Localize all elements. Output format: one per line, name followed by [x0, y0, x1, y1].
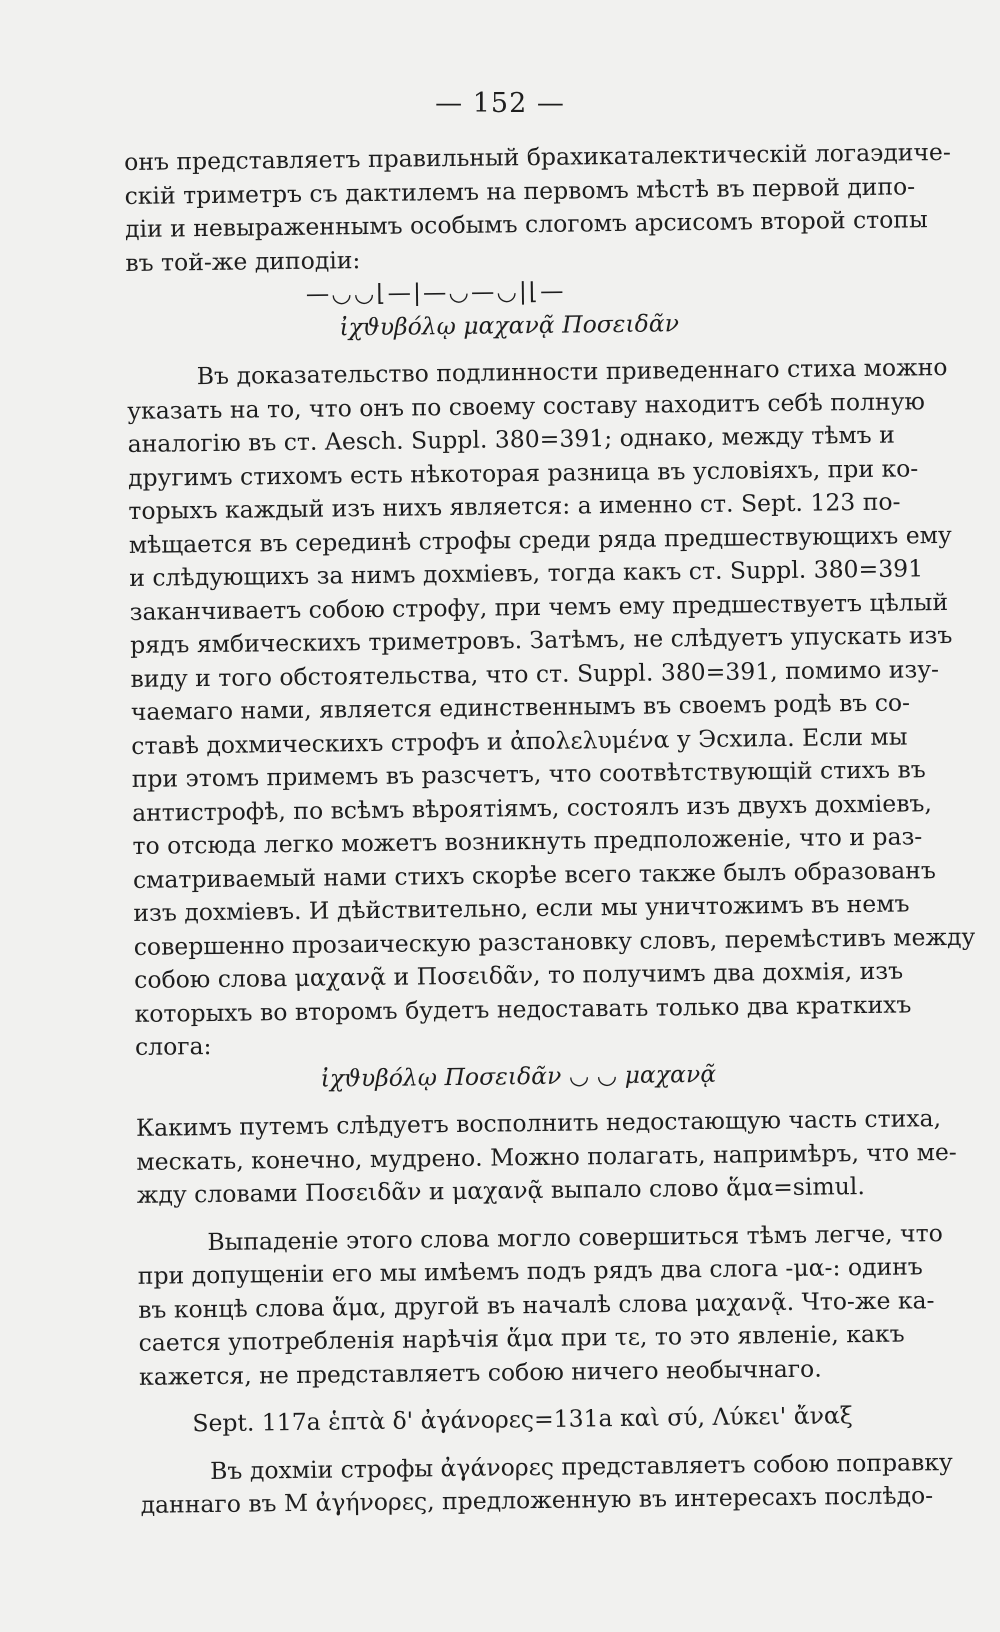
- text-line: рядъ ямбическихъ триметровъ. Затѣмъ, не слѣдуетъ упускать изъ: [129, 620, 953, 659]
- text-line: скій триметръ съ дактилемъ на первомъ мѣстѣ въ первой дипо-: [124, 171, 916, 210]
- text-line: совершенно прозаическую разстановку словъ, перемѣстивъ между: [133, 922, 976, 961]
- text-line: даннаго въ M ἀγήνορες, предложенную въ интересахъ послѣдо-: [140, 1481, 934, 1519]
- text-line: сается употребленія нарѣчія ἅμα при τε, то это явленіе, какъ: [138, 1319, 905, 1357]
- text-line: торыхъ каждый изъ нихъ является: а именно ст. Sept. 123 по-: [128, 487, 901, 525]
- text-line: мѣщается въ серединѣ строфы среди ряда предшествующихъ ему: [128, 520, 952, 559]
- text-line: Въ доказательство подлинности приведеннаго стиха можно: [196, 352, 948, 391]
- text-line: Въ дохміи строфы ἀγάνορες представляетъ собою поправку: [210, 1447, 953, 1485]
- text-line: въ концѣ слова ἅμα, другой въ началѣ слова μαχανᾷ. Что-же ка-: [138, 1285, 935, 1324]
- text-line: антистрофѣ, по всѣмъ вѣроятіямъ, состоялъ изъ двухъ дохміевъ,: [131, 788, 933, 827]
- text-line: въ той-же диподіи:: [125, 245, 361, 277]
- text-line: Выпаденіе этого слова могло совершиться тѣмъ легче, что: [207, 1218, 943, 1256]
- text-line: діи и невыраженнымъ особымъ слогомъ арсисомъ второй стопы: [124, 205, 928, 243]
- page-number: — 152 —: [435, 88, 565, 119]
- text-line: которыхъ во второмъ будетъ недоставать только два краткихъ: [134, 989, 912, 1028]
- metrical-scheme: —◡◡⌊—|—◡—◡|⌊—: [305, 276, 566, 308]
- text-line: указать на то, что онъ по своему составу находитъ себѣ полную: [127, 386, 926, 425]
- text-line: слога:: [134, 1031, 212, 1061]
- text-line: сматриваемый нами стихъ скорѣе всего также былъ образованъ: [132, 855, 936, 894]
- greek-verse: ἰχϑυβόλῳ μαχανᾷ Ποσειδᾶν: [339, 308, 680, 341]
- text-line: при этомъ примемъ въ разсчетъ, что соотвѣтствующій стихъ въ: [131, 755, 926, 793]
- text-line: жду словами Ποσειδᾶν и μαχανᾷ выпало слово ἅμα=simul.: [136, 1172, 865, 1209]
- text-line: аналогію въ ст. Aesch. Suppl. 380=391; однако, между тѣмъ и: [127, 420, 895, 458]
- text-line: собою слова μαχανᾷ и Ποσειδᾶν, то получимъ два дохмія, изъ: [134, 956, 904, 994]
- text-line: то отсюда легко можетъ возникнуть предположеніе, что и раз-: [132, 822, 923, 860]
- text-line: при допущеніи его мы имѣемъ подъ рядъ два слога -μα-: одинъ: [137, 1252, 923, 1290]
- greek-verse: ἰχϑυβόλῳ Ποσειδᾶν ◡ ◡ μαχανᾷ: [320, 1059, 717, 1093]
- text-line: Какимъ путемъ слѣдуетъ восполнить недостающую часть стиха,: [135, 1104, 942, 1142]
- main-text: [124, 137, 976, 1523]
- text-line: чаемаго нами, является единственнымъ въ своемъ родѣ въ со-: [130, 688, 911, 726]
- text-line: мескать, конечно, мудрено. Можно полагать, напримѣръ, что ме-: [136, 1137, 957, 1176]
- text-line: кажется, не представляетъ собою ничего необычнаго.: [138, 1354, 822, 1391]
- text-line: онъ представляетъ правильный брахикаталектическій логаэдиче-: [124, 137, 951, 176]
- text-line: изъ дохміевъ. И дѣйствительно, если мы уничтожимъ въ немъ: [133, 889, 910, 927]
- text-line: ставѣ дохмическихъ строфъ и ἀπολελυμένα у Эсхила. Если мы: [131, 721, 908, 760]
- verse-reference: Sept. 117a ἑπτὰ δ' ἀγάνορες=131a καὶ σύ, Λύκει' ἄναξ: [192, 1401, 853, 1438]
- text-line: заканчиваетъ собою строфу, при чемъ ему предшествуетъ цѣлый: [129, 587, 949, 626]
- text-line: другимъ стихомъ есть нѣкоторая разница въ условіяхъ, при ко-: [127, 453, 919, 492]
- text-line: и слѣдующихъ за нимъ дохміевъ, тогда какъ ст. Suppl. 380=391: [129, 554, 924, 592]
- text-line: виду и того обстоятельства, что ст. Suppl. 380=391, помимо изу-: [130, 654, 940, 693]
